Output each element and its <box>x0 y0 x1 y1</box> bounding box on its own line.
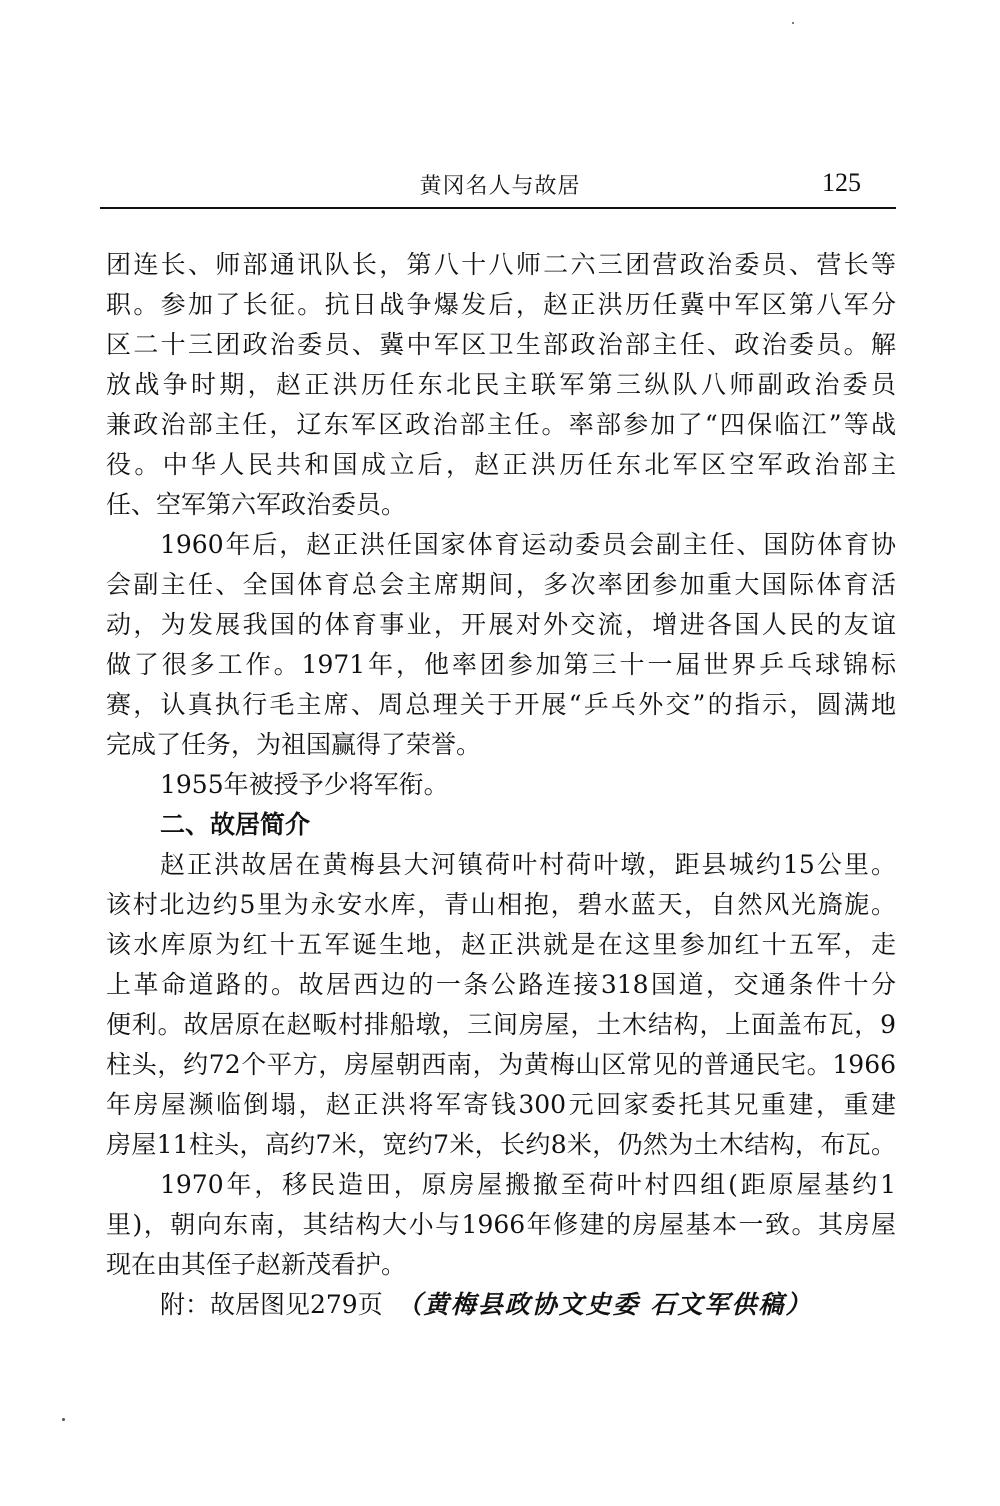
text-line: 完成了任务，为祖国赢得了荣誉。 <box>106 730 482 759</box>
text-line: 里)，朝向东南，其结构大小与1966年修建的房屋基本一致。其房屋 <box>106 1210 896 1239</box>
text-line: 赛，认真执行毛主席、周总理关于开展“乒乓外交”的指示，圆满地 <box>106 690 896 719</box>
body-text <box>106 245 896 1325</box>
text-line: 赵正洪故居在黄梅县大河镇荷叶村荷叶墩，距县城约15公里。 <box>160 850 896 879</box>
text-line: 会副主任、全国体育总会主席期间，多次率团参加重大国际体育活 <box>106 570 896 599</box>
text-line: 房屋11柱头，高约7米，宽约7米，长约8米，仍然为土木结构，布瓦。 <box>106 1130 896 1159</box>
appendix-note: 附：故居图见279页 <box>160 1290 383 1319</box>
text-line: 上革命道路的。故居西边的一条公路连接318国道，交通条件十分 <box>106 970 896 999</box>
header-rule <box>100 207 896 209</box>
text-line: 兼政治部主任，辽东军区政治部主任。率部参加了“四保临江”等战 <box>106 410 896 439</box>
text-line: 区二十三团政治委员、冀中军区卫生部政治部主任、政治委员。解 <box>106 330 896 359</box>
text-line: 任、空军第六军政治委员。 <box>106 490 407 519</box>
text-line: 放战争时期，赵正洪历任东北民主联军第三纵队八师副政治委员 <box>106 370 896 399</box>
page-number: 125 <box>822 168 861 197</box>
text-line: 1955年被授予少将军衔。 <box>160 770 449 799</box>
text-line: 职。参加了长征。抗日战争爆发后，赵正洪历任冀中军区第八军分 <box>106 290 896 319</box>
section-heading: 二、故居简介 <box>160 810 311 839</box>
text-line: 1970年，移民造田，原房屋搬撤至荷叶村四组(距原屋基约1 <box>160 1170 896 1199</box>
attribution: （黄梅县政协文史委 石文军供稿） <box>396 1290 813 1319</box>
scan-speck <box>792 22 794 24</box>
text-line: 动，为发展我国的体育事业，开展对外交流，增进各国人民的友谊 <box>106 610 896 639</box>
text-line: 1960年后，赵正洪任国家体育运动委员会副主任、国防体育协 <box>160 530 896 559</box>
text-line: 役。中华人民共和国成立后，赵正洪历任东北军区空军政治部主 <box>106 450 896 479</box>
text-line: 便利。故居原在赵畈村排船墩，三间房屋，土木结构，上面盖布瓦，9 <box>106 1010 896 1039</box>
text-line: 现在由其侄子赵新茂看护。 <box>106 1250 407 1279</box>
scan-speck <box>62 1418 65 1421</box>
text-line: 柱头，约72个平方，房屋朝西南，为黄梅山区常见的普通民宅。1966 <box>106 1050 896 1079</box>
text-line: 做了很多工作。1971年，他率团参加第三十一届世界乒乓球锦标 <box>106 650 896 679</box>
text-line: 年房屋濒临倒塌，赵正洪将军寄钱300元回家委托其兄重建，重建 <box>106 1090 896 1119</box>
running-header-title: 黄冈名人与故居 <box>419 174 581 199</box>
appendix-line <box>106 1285 896 1325</box>
text-line: 团连长、师部通讯队长，第八十八师二六三团营政治委员、营长等 <box>106 250 896 279</box>
text-line: 该村北边约5里为永安水库，青山相抱，碧水蓝天，自然风光旖旎。 <box>106 890 896 919</box>
text-line: 该水库原为红十五军诞生地，赵正洪就是在这里参加红十五军，走 <box>106 930 896 959</box>
